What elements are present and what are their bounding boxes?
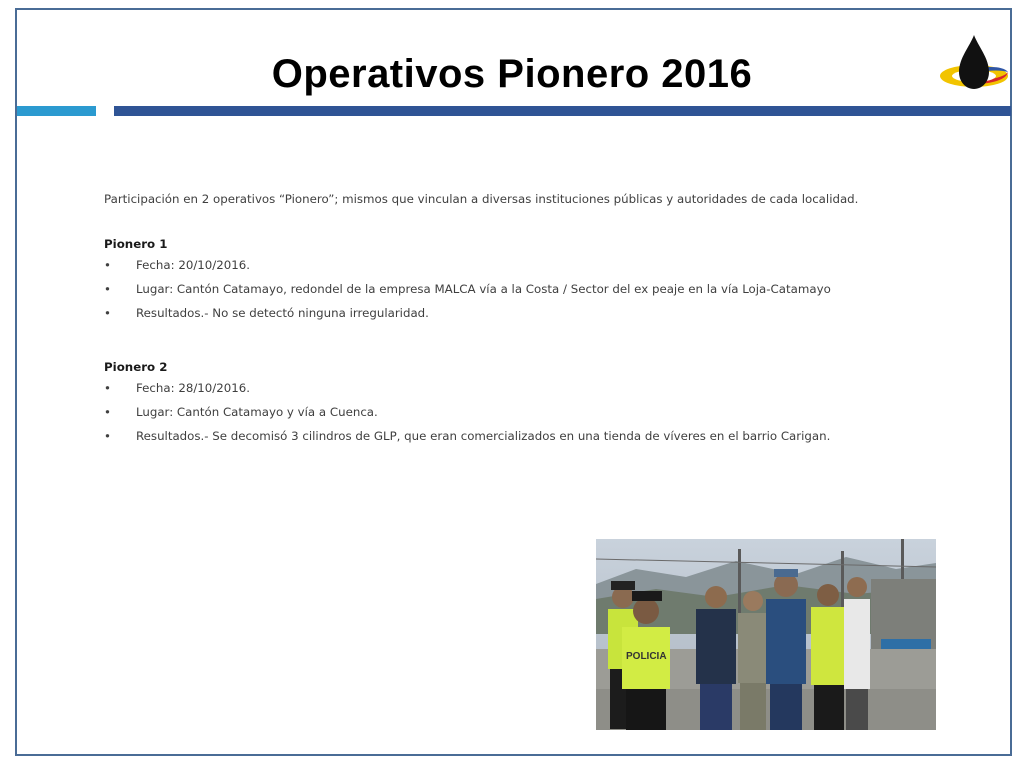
list-item: • Fecha: 20/10/2016. — [104, 258, 251, 272]
bullet-icon: • — [104, 258, 111, 272]
bullet-icon: • — [104, 381, 111, 395]
vest-text: POLICIA — [626, 651, 667, 662]
bullet-icon: • — [104, 306, 111, 320]
intro-text: Participación en 2 operativos “Pionero”; mismos que vinculan a diversas instituciones públicas y autoridades de cada localidad. — [104, 192, 859, 206]
list-item: • Lugar: Cantón Catamayo y vía a Cuenca. — [104, 405, 378, 419]
bullet-icon: • — [104, 429, 111, 443]
oil-drop-logo-icon — [937, 32, 1011, 98]
section-pionero-2 — [104, 360, 924, 452]
operation-photo — [596, 539, 936, 730]
list-item: • Fecha: 28/10/2016. — [104, 381, 251, 395]
slide-title: Operativos Pionero 2016 — [271, 52, 753, 96]
section-heading: Pionero 2 — [104, 360, 168, 374]
accent-bar-light — [17, 106, 96, 116]
photo-illustration — [596, 539, 936, 730]
list-item: • Resultados.- No se detectó ninguna irregularidad. — [104, 306, 429, 320]
accent-bar-dark — [114, 106, 1011, 116]
section-pionero-1 — [104, 237, 924, 329]
slide-content — [104, 192, 924, 483]
bullet-icon: • — [104, 282, 111, 296]
list-item: • Lugar: Cantón Catamayo, redondel de la empresa MALCA vía a la Costa / Sector del ex peaje en la vía Loja-Catamayo — [104, 282, 831, 296]
section-heading: Pionero 1 — [104, 237, 168, 251]
list-item: • Resultados.- Se decomisó 3 cilindros de GLP, que eran comercializados en una tienda de víveres en el barrio Carigan. — [104, 429, 831, 443]
bullet-icon: • — [104, 405, 111, 419]
